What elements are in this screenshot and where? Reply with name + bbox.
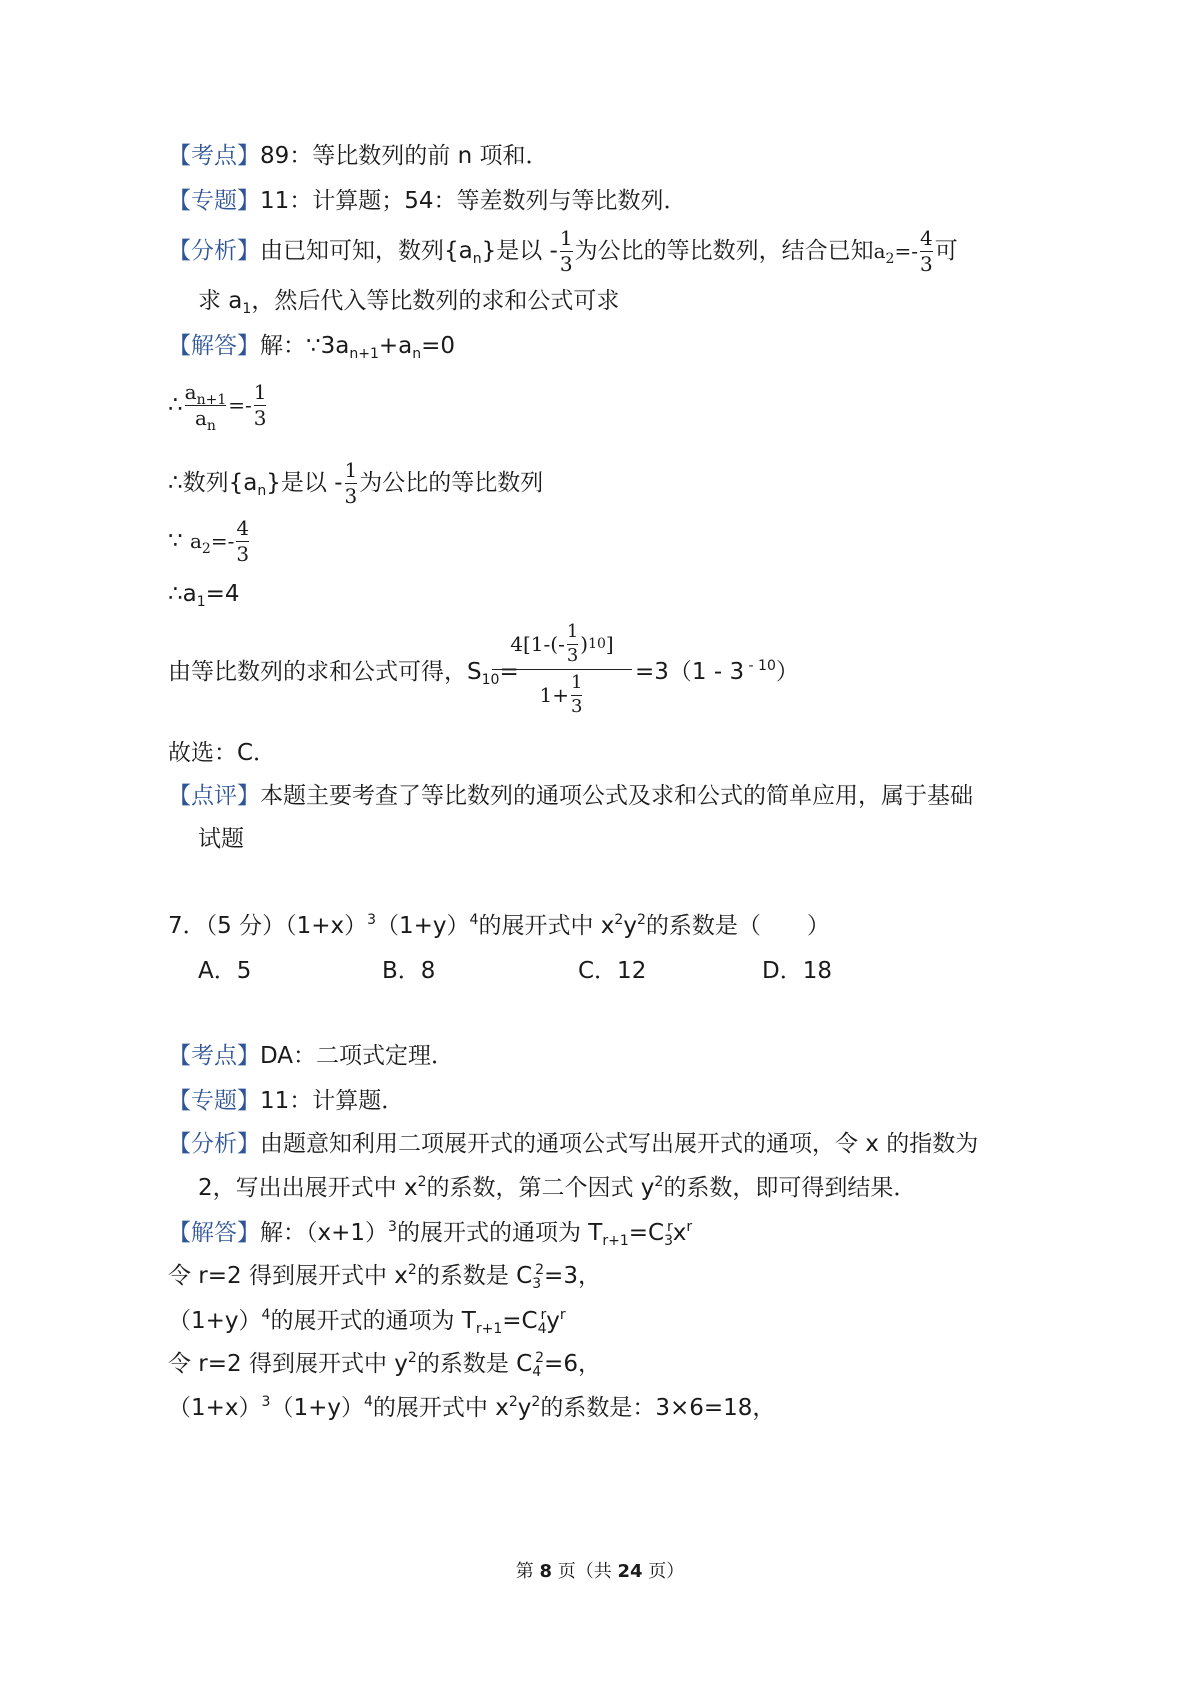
fenxi-text-b: }是以 - (481, 238, 558, 264)
ratio-value: $\frac{1}{3}$ (253, 380, 267, 430)
page-footer: 第 8 页（共 24 页） (515, 1561, 685, 1582)
q7-kaodian: 【考点】DA：二项式定理． (168, 1043, 455, 1069)
q7-fenxi-line2: 2，写出出展开式中 $x^2$的系数，第二个因式 $y^2$的系数，即可得到结果． (198, 1174, 917, 1201)
sum-eq: = (499, 659, 519, 685)
q6-fenxi-line2: 求 $a_1$，然后代入等比数列的求和公式可求 (198, 288, 620, 317)
q6-zhuanti (168, 190, 687, 213)
q7-stem: 7．（5 分）$(1+x)^3(1+y)^4$的展开式中 $x^2y^2$的系数是（ ） (168, 912, 830, 939)
dianping-tag: 【点评】 (168, 783, 260, 809)
q6-jieda: 【解答】解：$\because 3a_{n+1}+a_n=0$ (168, 333, 456, 362)
q6-dianping-line2: 试题 (198, 826, 244, 852)
q7-option-a: A．5 (198, 958, 252, 984)
q6-answer: 故选：C． (168, 740, 277, 766)
sum-prefix: 由等比数列的求和公式可得，S (168, 659, 482, 685)
ratio-den: a (194, 406, 207, 430)
zhuanti-tag: 【专题】 (168, 188, 260, 214)
fenxi-text-c: 为公比的等比数列，结合已知 (574, 238, 874, 264)
dianping-text: 本题主要考查了等比数列的通项公式及求和公式的简单应用，属于基础 (260, 783, 973, 809)
fraction-four-thirds: $\frac{4}{3}$ (919, 226, 933, 276)
sum-result: =3（1 - 3 $^{- 10}$） (635, 658, 799, 685)
q7-zhuanti: 【专题】11：计算题． (168, 1088, 405, 1114)
seq-ratio: $\frac{1}{3}$ (344, 458, 358, 508)
jieda-tag: 【解答】 (168, 333, 260, 359)
seq-text-c: 为公比的等比数列 (359, 470, 544, 496)
zhuanti-text: 11：计算题；54：等差数列与等比数列． (260, 188, 687, 214)
ratio-num: a (184, 380, 197, 404)
q6-ratio: ∴ $\frac{a_{n+1}}{a_n}$ =- $\frac{1}{3}$ (168, 380, 267, 434)
q6-a2: ∵ $a_2=-$ $\frac{4}{3}$ (168, 516, 250, 566)
sum-numerator: 4[1-(- $\frac{1}{3}$ ) 10 ] (510, 620, 614, 666)
q7-y-general: $(1+y)^4$的展开式的通项为 $T_{r+1}=C_4^ry^r$ (168, 1307, 566, 1337)
fenxi-text-a: 由已知可知，数列{a (260, 238, 473, 264)
q7-option-b: B．8 (382, 958, 436, 984)
q7-option-d: D．18 (762, 958, 832, 984)
sum-fraction (492, 622, 632, 717)
q6-kaodian (168, 145, 548, 168)
q7-option-c: C．12 (578, 958, 647, 984)
kaodian-tag: 【考点】 (168, 143, 260, 169)
because-symbol: ∵ (168, 528, 183, 554)
fraction-one-third: $\frac{1}{3}$ (559, 226, 573, 276)
q6-a1: $\therefore a_1=4$ (168, 581, 240, 610)
fenxi-tag: 【分析】 (168, 238, 260, 264)
q7-r2-x: 令 r=2 得到展开式中 $x^2$的系数是 $C_3^2=3$， (168, 1262, 601, 1292)
a2-given: $a_2=-$ (873, 239, 918, 267)
q7-jieda: 【解答】解：$(x+1)^3$的展开式的通项为 $T_{r+1}=C_3^rx^r$ (168, 1219, 693, 1249)
q6-fenxi: 【分析】由已知可知，数列$\{a_n\}$是以 - $\frac{1}{3}$ 为公比的等比数列，结合已知$a_2=-$ $\frac{4}{3}$ 可 (168, 226, 958, 276)
fenxi-line2: 然后代入等比数列的求和公式可求 (274, 288, 620, 314)
a2-value: $\frac{4}{3}$ (236, 516, 250, 566)
q7-r2-y: 令 r=2 得到展开式中 $y^2$的系数是 $C_4^2=6$， (168, 1350, 601, 1380)
kaodian-text: 89：等比数列的前 n 项和． (260, 143, 549, 169)
page-number: 8 (539, 1561, 552, 1582)
q6-seq: ∴数列$\{a_n\}$是以 - $\frac{1}{3}$ 为公比的等比数列 (168, 458, 544, 508)
page-total: 24 (617, 1561, 643, 1582)
q6-dianping (168, 785, 973, 808)
given-zero: =0 (421, 333, 456, 359)
seq-text-a: ∴数列{a (168, 470, 258, 496)
a1-value: =4 (205, 581, 240, 607)
a1-result: ∴a (168, 581, 197, 607)
given-eq: +a (378, 333, 413, 359)
seq-text-b: }是以 - (266, 470, 343, 496)
jieda-text: 解：∵3a (260, 333, 350, 359)
q7-final: $(1+x)^3(1+y)^4$的展开式中 $x^2y^2$的系数是：3×6=18， (168, 1394, 776, 1421)
q6-sum: 由等比数列的求和公式可得，$S_{10}=$ (168, 659, 519, 688)
sum-denominator: 1+ $\frac{1}{3}$ (539, 671, 583, 717)
q7-fenxi: 【分析】由题意知利用二项展开式的通项公式写出展开式的通项，令 x 的指数为 (168, 1131, 979, 1157)
ratio-fraction: $\frac{a_{n+1}}{a_n}$ (184, 380, 227, 434)
